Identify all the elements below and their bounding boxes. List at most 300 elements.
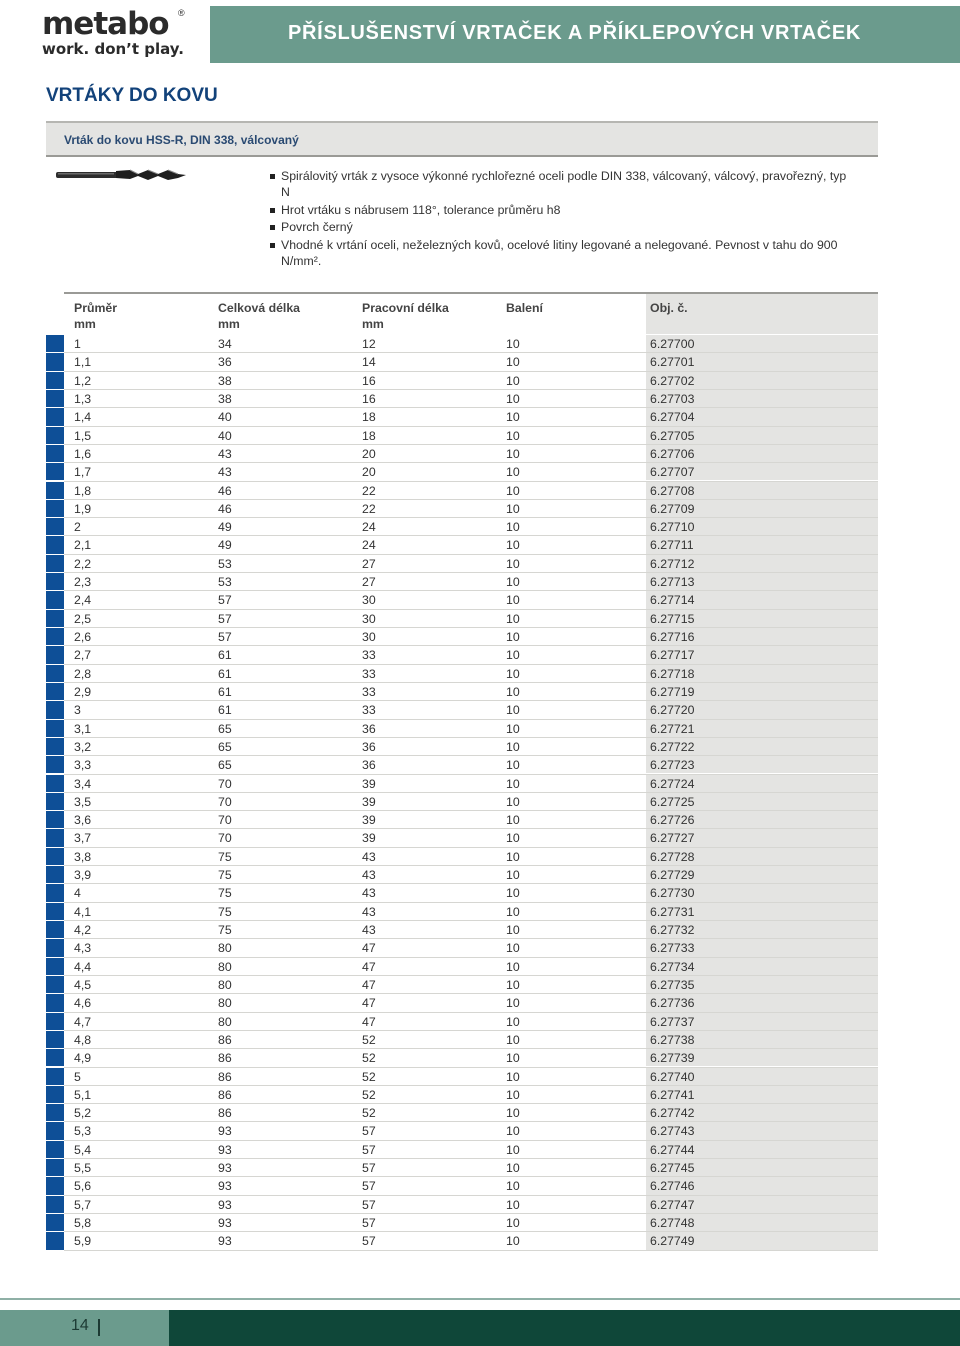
cell-working-length: 14: [362, 355, 376, 370]
cell-diameter: 4,8: [74, 1032, 92, 1047]
cell-total-length: 61: [218, 684, 232, 699]
cell-working-length: 24: [362, 538, 376, 553]
cell-packaging: 10: [506, 1197, 520, 1212]
row-marker: [46, 1031, 64, 1048]
cell-diameter: 2,2: [74, 556, 92, 571]
cell-order-number: 6.27738: [650, 1032, 695, 1047]
cell-order-number: 6.27715: [650, 611, 695, 626]
cell-packaging: 10: [506, 739, 520, 754]
feature-item: Hrot vrtáku s nábrusem 118°, tolerance průměru h8: [268, 202, 858, 218]
cell-packaging: 10: [506, 410, 520, 425]
cell-packaging: 10: [506, 1142, 520, 1157]
cell-order-number: 6.27731: [650, 904, 695, 919]
cell-working-length: 33: [362, 666, 376, 681]
cell-order-number: 6.27743: [650, 1124, 695, 1139]
cell-packaging: 10: [506, 721, 520, 736]
cell-order-number: 6.27709: [650, 501, 695, 516]
row-marker: [46, 445, 64, 462]
cell-diameter: 5,1: [74, 1087, 92, 1102]
row-marker: [46, 976, 64, 993]
cell-total-length: 65: [218, 758, 232, 773]
section-title: VRTÁKY DO KOVU: [46, 85, 218, 106]
cell-total-length: 46: [218, 501, 232, 516]
table-row: [46, 1196, 878, 1214]
table-row: [46, 683, 878, 701]
cell-order-number: 6.27745: [650, 1161, 695, 1176]
cell-working-length: 33: [362, 703, 376, 718]
cell-total-length: 93: [218, 1179, 232, 1194]
row-marker: [46, 811, 64, 828]
page-header-title: PŘÍSLUŠENSTVÍ VRTAČEK A PŘÍKLEPOVÝCH VRTAČEK: [288, 22, 862, 44]
cell-packaging: 10: [506, 556, 520, 571]
cell-working-length: 43: [362, 904, 376, 919]
cell-total-length: 80: [218, 1014, 232, 1029]
cell-order-number: 6.27741: [650, 1087, 695, 1102]
cell-order-number: 6.27718: [650, 666, 695, 681]
table-row: [46, 463, 878, 481]
table-row: [46, 811, 878, 829]
cell-order-number: 6.27729: [650, 868, 695, 883]
table-row: [46, 335, 878, 353]
cell-total-length: 65: [218, 739, 232, 754]
cell-order-number: 6.27727: [650, 831, 695, 846]
cell-order-number: 6.27712: [650, 556, 695, 571]
cell-order-number: 6.27728: [650, 849, 695, 864]
cell-total-length: 93: [218, 1216, 232, 1230]
cell-total-length: 49: [218, 520, 232, 535]
cell-packaging: 10: [506, 1014, 520, 1029]
cell-order-number: 6.27704: [650, 410, 695, 425]
table-row: [46, 866, 878, 884]
brand-name: metabo: [42, 6, 169, 42]
cell-total-length: 43: [218, 446, 232, 461]
cell-working-length: 39: [362, 776, 376, 791]
cell-working-length: 57: [362, 1179, 376, 1194]
cell-working-length: 43: [362, 868, 376, 883]
cell-order-number: 6.27700: [650, 337, 695, 351]
cell-working-length: 52: [362, 1087, 376, 1102]
feature-item: Vhodné k vrtání oceli, neželezných kovů, ocelové litiny legované a nelegované. Pevnost v tahu do 900 N/mm².: [268, 237, 858, 269]
cell-working-length: 20: [362, 465, 376, 480]
cell-working-length: 47: [362, 959, 376, 974]
cell-diameter: 1,3: [74, 391, 92, 406]
cell-total-length: 93: [218, 1142, 232, 1157]
cell-working-length: 22: [362, 501, 376, 516]
table-row: [46, 701, 878, 719]
cell-total-length: 93: [218, 1124, 232, 1139]
cell-packaging: 10: [506, 813, 520, 828]
cell-packaging: 10: [506, 337, 520, 351]
row-marker: [46, 720, 64, 737]
cell-packaging: 10: [506, 904, 520, 919]
cell-packaging: 10: [506, 684, 520, 699]
cell-working-length: 43: [362, 886, 376, 901]
cell-packaging: 10: [506, 373, 520, 388]
cell-order-number: 6.27721: [650, 721, 695, 736]
cell-total-length: 93: [218, 1161, 232, 1176]
cell-total-length: 43: [218, 465, 232, 480]
cell-diameter: 4,7: [74, 1014, 92, 1029]
drill-bit-image: [56, 166, 188, 184]
cell-packaging: 10: [506, 666, 520, 681]
cell-order-number: 6.27739: [650, 1051, 695, 1066]
cell-diameter: 1,4: [74, 410, 92, 425]
row-marker: [46, 390, 64, 407]
cell-total-length: 86: [218, 1032, 232, 1047]
cell-order-number: 6.27730: [650, 886, 695, 901]
row-marker: [46, 1068, 64, 1085]
cell-packaging: 10: [506, 593, 520, 608]
row-marker: [46, 1104, 64, 1121]
row-marker: [46, 1232, 64, 1249]
cell-diameter: 5,6: [74, 1179, 92, 1194]
row-marker: [46, 1122, 64, 1139]
table-row: [46, 610, 878, 628]
cell-diameter: 3,5: [74, 794, 92, 809]
cell-packaging: 10: [506, 501, 520, 516]
cell-packaging: 10: [506, 1216, 520, 1230]
cell-working-length: 16: [362, 391, 376, 406]
row-marker: [46, 555, 64, 572]
cell-diameter: 3: [74, 703, 81, 718]
cell-order-number: 6.27714: [650, 593, 695, 608]
row-marker: [46, 573, 64, 590]
cell-total-length: 75: [218, 868, 232, 883]
table-row: [46, 408, 878, 426]
registered-mark: ®: [178, 8, 185, 18]
cell-working-length: 22: [362, 483, 376, 498]
table-row: [46, 665, 878, 683]
cell-packaging: 10: [506, 648, 520, 663]
row-marker: [46, 1177, 64, 1194]
row-marker: [46, 1159, 64, 1176]
row-marker: [46, 463, 64, 480]
cell-packaging: 10: [506, 520, 520, 535]
cell-packaging: 10: [506, 1032, 520, 1047]
cell-diameter: 5,2: [74, 1106, 92, 1121]
cell-packaging: 10: [506, 758, 520, 773]
cell-packaging: 10: [506, 428, 520, 443]
page-number: 14: [71, 1317, 89, 1334]
product-title-bar: [46, 121, 878, 157]
table-row: [46, 1031, 878, 1049]
table-row: [46, 1013, 878, 1031]
cell-order-number: 6.27734: [650, 959, 695, 974]
feature-item: Povrch černý: [268, 219, 858, 235]
cell-total-length: 57: [218, 611, 232, 626]
cell-order-number: 6.27716: [650, 630, 695, 644]
cell-diameter: 4: [74, 886, 81, 901]
cell-total-length: 75: [218, 904, 232, 919]
cell-working-length: 52: [362, 1051, 376, 1066]
row-marker: [46, 408, 64, 425]
cell-diameter: 1,1: [74, 355, 92, 370]
cell-total-length: 80: [218, 977, 232, 992]
cell-total-length: 61: [218, 648, 232, 663]
cell-total-length: 93: [218, 1197, 232, 1212]
cell-total-length: 38: [218, 373, 232, 388]
table-row: [46, 1049, 878, 1067]
row-marker: [46, 958, 64, 975]
cell-diameter: 3,2: [74, 739, 92, 754]
cell-diameter: 4,2: [74, 923, 92, 937]
cell-diameter: 3,4: [74, 776, 92, 791]
cell-working-length: 27: [362, 556, 376, 571]
cell-order-number: 6.27726: [650, 813, 695, 828]
cell-order-number: 6.27701: [650, 355, 695, 370]
cell-packaging: 10: [506, 1087, 520, 1102]
cell-order-number: 6.27706: [650, 446, 695, 461]
cell-diameter: 5,3: [74, 1124, 92, 1139]
page-number-separator: [98, 1319, 100, 1336]
cell-diameter: 5,8: [74, 1216, 92, 1230]
cell-diameter: 3,8: [74, 849, 92, 864]
cell-packaging: 10: [506, 483, 520, 498]
cell-working-length: 39: [362, 794, 376, 809]
cell-diameter: 1,6: [74, 446, 92, 461]
table-row: [46, 1104, 878, 1122]
table-row: [46, 738, 878, 756]
cell-total-length: 70: [218, 776, 232, 791]
cell-working-length: 47: [362, 996, 376, 1011]
cell-packaging: 10: [506, 996, 520, 1011]
cell-diameter: 2,3: [74, 575, 92, 590]
cell-working-length: 30: [362, 593, 376, 608]
row-marker: [46, 829, 64, 846]
cell-total-length: 38: [218, 391, 232, 406]
row-marker: [46, 427, 64, 444]
cell-diameter: 4,1: [74, 904, 92, 919]
cell-working-length: 57: [362, 1161, 376, 1176]
cell-packaging: 10: [506, 941, 520, 956]
cell-diameter: 1,7: [74, 465, 92, 480]
cell-packaging: 10: [506, 1051, 520, 1066]
table-row: [46, 427, 878, 445]
cell-diameter: 4,9: [74, 1051, 92, 1066]
cell-order-number: 6.27749: [650, 1234, 695, 1249]
table-row: [46, 976, 878, 994]
table-row: [46, 1177, 878, 1195]
row-marker: [46, 738, 64, 755]
row-marker: [46, 921, 64, 938]
cell-total-length: 46: [218, 483, 232, 498]
cell-packaging: 10: [506, 849, 520, 864]
row-marker: [46, 628, 64, 645]
cell-working-length: 47: [362, 977, 376, 992]
cell-total-length: 57: [218, 593, 232, 608]
cell-working-length: 16: [362, 373, 376, 388]
cell-total-length: 57: [218, 630, 232, 644]
cell-order-number: 6.27713: [650, 575, 695, 590]
table-row: [46, 829, 878, 847]
cell-order-number: 6.27744: [650, 1142, 695, 1157]
feature-item: Spirálovitý vrták z vysoce výkonné rychlořezné oceli podle DIN 338, válcovaný, válcový, pravořezný, typ N: [268, 168, 858, 200]
cell-packaging: 10: [506, 1124, 520, 1139]
table-row: [46, 353, 878, 371]
cell-order-number: 6.27703: [650, 391, 695, 406]
row-marker: [46, 701, 64, 718]
cell-packaging: 10: [506, 575, 520, 590]
cell-total-length: 49: [218, 538, 232, 553]
row-marker: [46, 1214, 64, 1231]
row-marker: [46, 536, 64, 553]
cell-working-length: 36: [362, 721, 376, 736]
row-marker: [46, 500, 64, 517]
table-row: [46, 518, 878, 536]
table-row: [46, 573, 878, 591]
cell-packaging: 10: [506, 776, 520, 791]
cell-working-length: 30: [362, 611, 376, 626]
cell-packaging: 10: [506, 868, 520, 883]
cell-working-length: 18: [362, 428, 376, 443]
cell-total-length: 70: [218, 813, 232, 828]
cell-order-number: 6.27732: [650, 923, 695, 937]
cell-diameter: 2,4: [74, 593, 92, 608]
cell-packaging: 10: [506, 959, 520, 974]
cell-packaging: 10: [506, 923, 520, 937]
cell-packaging: 10: [506, 1179, 520, 1194]
table-row: [46, 1068, 878, 1086]
table-row: [46, 720, 878, 738]
cell-order-number: 6.27723: [650, 758, 695, 773]
cell-working-length: 43: [362, 923, 376, 937]
metabo-logo: [42, 8, 192, 60]
cell-order-number: 6.27740: [650, 1069, 695, 1084]
header-total-length: Celková délka mm: [218, 301, 301, 331]
row-marker: [46, 591, 64, 608]
cell-total-length: 80: [218, 996, 232, 1011]
cell-order-number: 6.27737: [650, 1014, 695, 1029]
cell-working-length: 36: [362, 758, 376, 773]
table-row: [46, 390, 878, 408]
cell-packaging: 10: [506, 355, 520, 370]
header-packaging: Balení: [506, 301, 543, 315]
cell-packaging: 10: [506, 1069, 520, 1084]
cell-packaging: 10: [506, 630, 520, 644]
table-row: [46, 372, 878, 390]
feature-list: [268, 168, 858, 270]
cell-total-length: 40: [218, 410, 232, 425]
table-row: [46, 848, 878, 866]
row-marker: [46, 646, 64, 663]
cell-total-length: 61: [218, 666, 232, 681]
cell-working-length: 12: [362, 337, 376, 351]
row-marker: [46, 335, 64, 352]
row-marker: [46, 775, 64, 792]
cell-order-number: 6.27733: [650, 941, 695, 956]
cell-diameter: 3,6: [74, 813, 92, 828]
row-marker: [46, 1013, 64, 1030]
cell-order-number: 6.27711: [650, 538, 694, 553]
cell-diameter: 2,8: [74, 666, 92, 681]
cell-diameter: 1,2: [74, 373, 92, 388]
cell-diameter: 1,5: [74, 428, 92, 443]
table-row: [46, 958, 878, 976]
table-row: [46, 1159, 878, 1177]
row-marker: [46, 482, 64, 499]
table-row: [46, 1141, 878, 1159]
cell-order-number: 6.27742: [650, 1106, 695, 1121]
table-row: [46, 793, 878, 811]
row-marker: [46, 884, 64, 901]
table-row: [46, 939, 878, 957]
table-header: [64, 292, 878, 334]
cell-total-length: 34: [218, 337, 232, 351]
cell-order-number: 6.27710: [650, 520, 695, 535]
cell-working-length: 20: [362, 446, 376, 461]
cell-diameter: 4,6: [74, 996, 92, 1011]
cell-order-number: 6.27736: [650, 996, 695, 1011]
cell-diameter: 3,3: [74, 758, 92, 773]
cell-working-length: 33: [362, 684, 376, 699]
cell-total-length: 86: [218, 1069, 232, 1084]
table-row: [46, 646, 878, 664]
row-marker: [46, 683, 64, 700]
cell-packaging: 10: [506, 391, 520, 406]
table-row: [46, 555, 878, 573]
cell-total-length: 80: [218, 941, 232, 956]
cell-total-length: 86: [218, 1087, 232, 1102]
cell-diameter: 2,6: [74, 630, 92, 644]
cell-diameter: 3,7: [74, 831, 92, 846]
row-marker: [46, 793, 64, 810]
cell-order-number: 6.27720: [650, 703, 695, 718]
cell-order-number: 6.27735: [650, 977, 695, 992]
cell-total-length: 53: [218, 575, 232, 590]
cell-working-length: 57: [362, 1216, 376, 1230]
cell-total-length: 36: [218, 355, 232, 370]
cell-working-length: 24: [362, 520, 376, 535]
cell-packaging: 10: [506, 703, 520, 718]
cell-packaging: 10: [506, 1161, 520, 1176]
cell-working-length: 57: [362, 1234, 376, 1249]
cell-packaging: 10: [506, 611, 520, 626]
cell-working-length: 52: [362, 1069, 376, 1084]
row-marker: [46, 1141, 64, 1158]
table-row: [46, 1232, 878, 1250]
cell-working-length: 52: [362, 1032, 376, 1047]
row-marker: [46, 1049, 64, 1066]
cell-order-number: 6.27722: [650, 739, 695, 754]
cell-total-length: 75: [218, 886, 232, 901]
cell-working-length: 30: [362, 630, 376, 644]
cell-diameter: 5,5: [74, 1161, 92, 1176]
table-row: [46, 884, 878, 902]
cell-order-number: 6.27746: [650, 1179, 695, 1194]
table-row: [46, 628, 878, 646]
cell-order-number: 6.27717: [650, 648, 695, 663]
cell-order-number: 6.27707: [650, 465, 695, 480]
cell-working-length: 43: [362, 849, 376, 864]
cell-diameter: 5,7: [74, 1197, 92, 1212]
cell-total-length: 70: [218, 794, 232, 809]
row-marker: [46, 610, 64, 627]
row-marker: [46, 756, 64, 773]
table-row: [46, 921, 878, 939]
brand-slogan: work. don’t play.: [42, 40, 184, 58]
row-marker: [46, 848, 64, 865]
cell-diameter: 4,4: [74, 959, 92, 974]
cell-diameter: 5: [74, 1069, 81, 1084]
cell-order-number: 6.27702: [650, 373, 695, 388]
table-row: [46, 1122, 878, 1140]
cell-working-length: 33: [362, 648, 376, 663]
table-row: [46, 903, 878, 921]
cell-total-length: 86: [218, 1051, 232, 1066]
row-marker: [46, 939, 64, 956]
cell-total-length: 75: [218, 849, 232, 864]
cell-order-number: 6.27708: [650, 483, 695, 498]
